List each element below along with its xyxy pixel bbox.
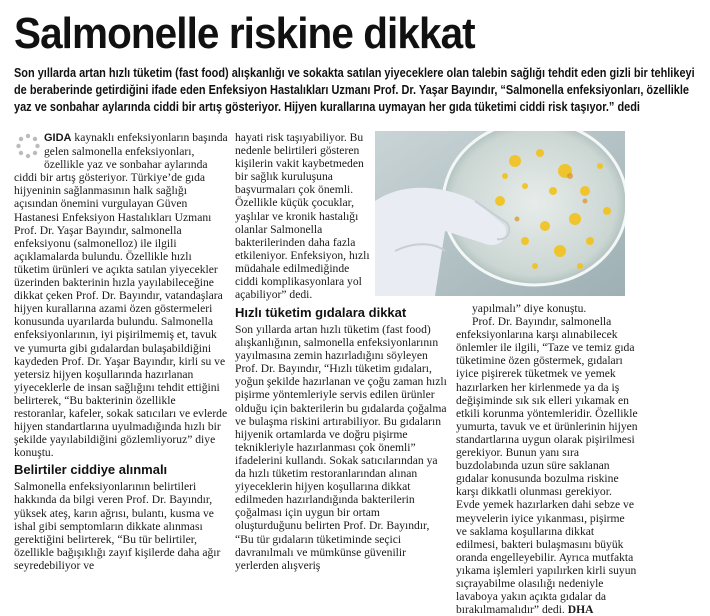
body-paragraph [456,315,638,616]
subhead-fast-food: Hızlı tüketim gıdalara dikkat [235,305,407,320]
headline: Salmonelle riskine dikkat [14,9,475,58]
column-2 [235,131,371,301]
subhead-symptoms: Belirtiler ciddiye alınmalı [14,462,168,478]
article-kicker: GIDA [44,132,72,144]
spinner-ornament-icon [14,131,42,161]
body-paragraph: kaynaklı enfeksiyonların başında gelen salmonella enfeksiyonları, özellikle yaz ve sonbahar aylarında ciddi bir artış gösteriyor. Türkiye’de gıda hijyeninin sağlanmasının halk sağlığı açısından önemini vurgulayan Güven Hastanesi Enfeksiyon Hastalıkları Uzmanı Prof. Dr. Yaşar Bayındır, salmonella enfeksiyonu (salmonelloz) ile ilgili açıklamalarda bulundu. Özellikle hızlı tüketim ürünleri ve açıkta satılan yiyecekler üzerinden bakterinin hızla yayılabileceğine dikkat çeken Prof. Dr. Bayındır, vatandaşlara hijyen kurallarına azami özen göstermeleri konusunda uyarılarda bulundu. Salmonella enfeksiyonlarının, iyi pişirilmemiş et, tavuk ve yumurta gibi gıdalardan bulaşabildiğini kaydeden Prof. Dr. Yaşar Bayındır, kirli su ve yetersiz hijyen koşullarında hazırlanan yiyeceklerle de insan sağlığını tehdit ettiğini belirterek, “Bu bakterinin özellikle restoranlar, kafeler, sokak satıcıları ve evlerde hijyen standartlarına uyulmadığında hızlı bir şekilde yayılabildiğini gözlemliyoruz” diye konuştu. [14,131,228,460]
body-paragraph: hayati risk taşıyabiliyor. Bu nedenle belirtileri gösteren kişilerin vakit kaybetmeden bir sağlık kuruluşuna başvurmaları çok önemli. Özellikle küçük çocuklar, yaşlılar ve kronik hastalığı olanlar Salmonella bakterilerinden daha fazla etkileniyor. Enfeksiyon, hızlı müdahale edilmediğinde ciddi komplikasyonlara yol açabiliyor” dedi. [235,131,370,302]
body-paragraph: Son yıllarda artan hızlı tüketim (fast food) alışkanlığının, salmonella enfeksiyonlarının yayılmasına zemin hazırladığını söyleyen Prof. Dr. Bayındır, “Hızlı tüketim gıdaları, yoğun şekilde hazırlanan ve çoğu zaman hızlı pişirme yöntemleriyle servis edilen ürünler olduğu için bakterilerin bu gıdalarda çoğalma ve bulaşma riskini artırabiliyor. Bu gıdaların hijyenik ortamlarda ve doğru pişirme teknikleriyle hazırlanması çok önemli” ifadelerini kullandı. Sokak satıcılarından ya da hızlı tüketim restoranlarından alınan yiyeceklerin hijyen koşullarına dikkat edilmeden hazırlandığında bakterilerin çoğalması için uygun bir ortam oluşturduğunu belirten Prof. Dr. Bayındır, “Bu tür gıdaların tüketiminde seçici davranılmalı ve mümkünse güvenilir yerlerden alışveriş [235,323,447,572]
column-3 [235,302,448,572]
column-4 [456,302,638,616]
body-paragraph: yapılmalı” diye konuştu. [472,302,587,315]
petri-dish-photo [375,131,625,296]
body-paragraph: Salmonella enfeksiyonlarının belirtileri hakkında da bilgi veren Prof. Dr. Bayındır, yüksek ateş, karın ağrısı, bulantı, kusma ve ishal gibi semptomların dikkate alınması gerektiğini belirterek, “Bu tür belirtiler, özellikle bağışıklığı zayıf kişilerde daha ağır seyredebiliyor ve [14,480,221,572]
body-text: Prof. Dr. Bayındır, salmonella enfeksiyonlarına karşı alınabilecek önlemler ile ilgili, “Taze ve temiz gıda tüketimine özen göstermek, gıdaları iyice pişirerek tüketmek ve yemek hazırlarken her kirlenmede ya da iş değişiminde sık sık elleri yıkamak en etkili korunma yöntemleridir. Özellikle yumurta, tavuk ve et ürünlerinin hijyen standartlarına uygun olarak pişirilmesi gerekiyor. Bunun yanı sıra buzdolabında uzun süre saklanan gıdalar konusunda bozulma riskine karşı dikkatli olunması gerekiyor. Evde yemek hazırlarken dahi sebze ve meyvelerin iyice yıkanması, pişirme ve saklama koşullarına dikkat edilmesi, bakteri bulaşmasını büyük oranda engelleyebilir. Ayrıca mutfakta yıkama işlemleri yapılırken kirli suyun sıçrayabilme olasılığı nedeniyle lavaboya yakın açıkta gıdalar da bırakılmamalıdır” dedi. [456,315,638,616]
column-1 [14,131,228,572]
agency-signature: DHA [567,603,594,616]
lead-paragraph: Son yıllarda artan hızlı tüketim (fast food) alışkanlığı ve sokakta satılan yiyeceklere olan talebin sağlığı tehdit eden gizli bir tehlikeyi de beraberinde getirdiğini ifade eden Enfeksiyon Hastalıkları Uzmanı Prof. Dr. Yaşar Bayındır, “Salmonella enfeksiyonları, özellikle yaz ve sonbahar aylarında ciddi bir artış gösteriyor. Hijyen kurallarına uymayan her gıda tüketimi ciddi risk taşıyor.” dedi [14,65,695,114]
